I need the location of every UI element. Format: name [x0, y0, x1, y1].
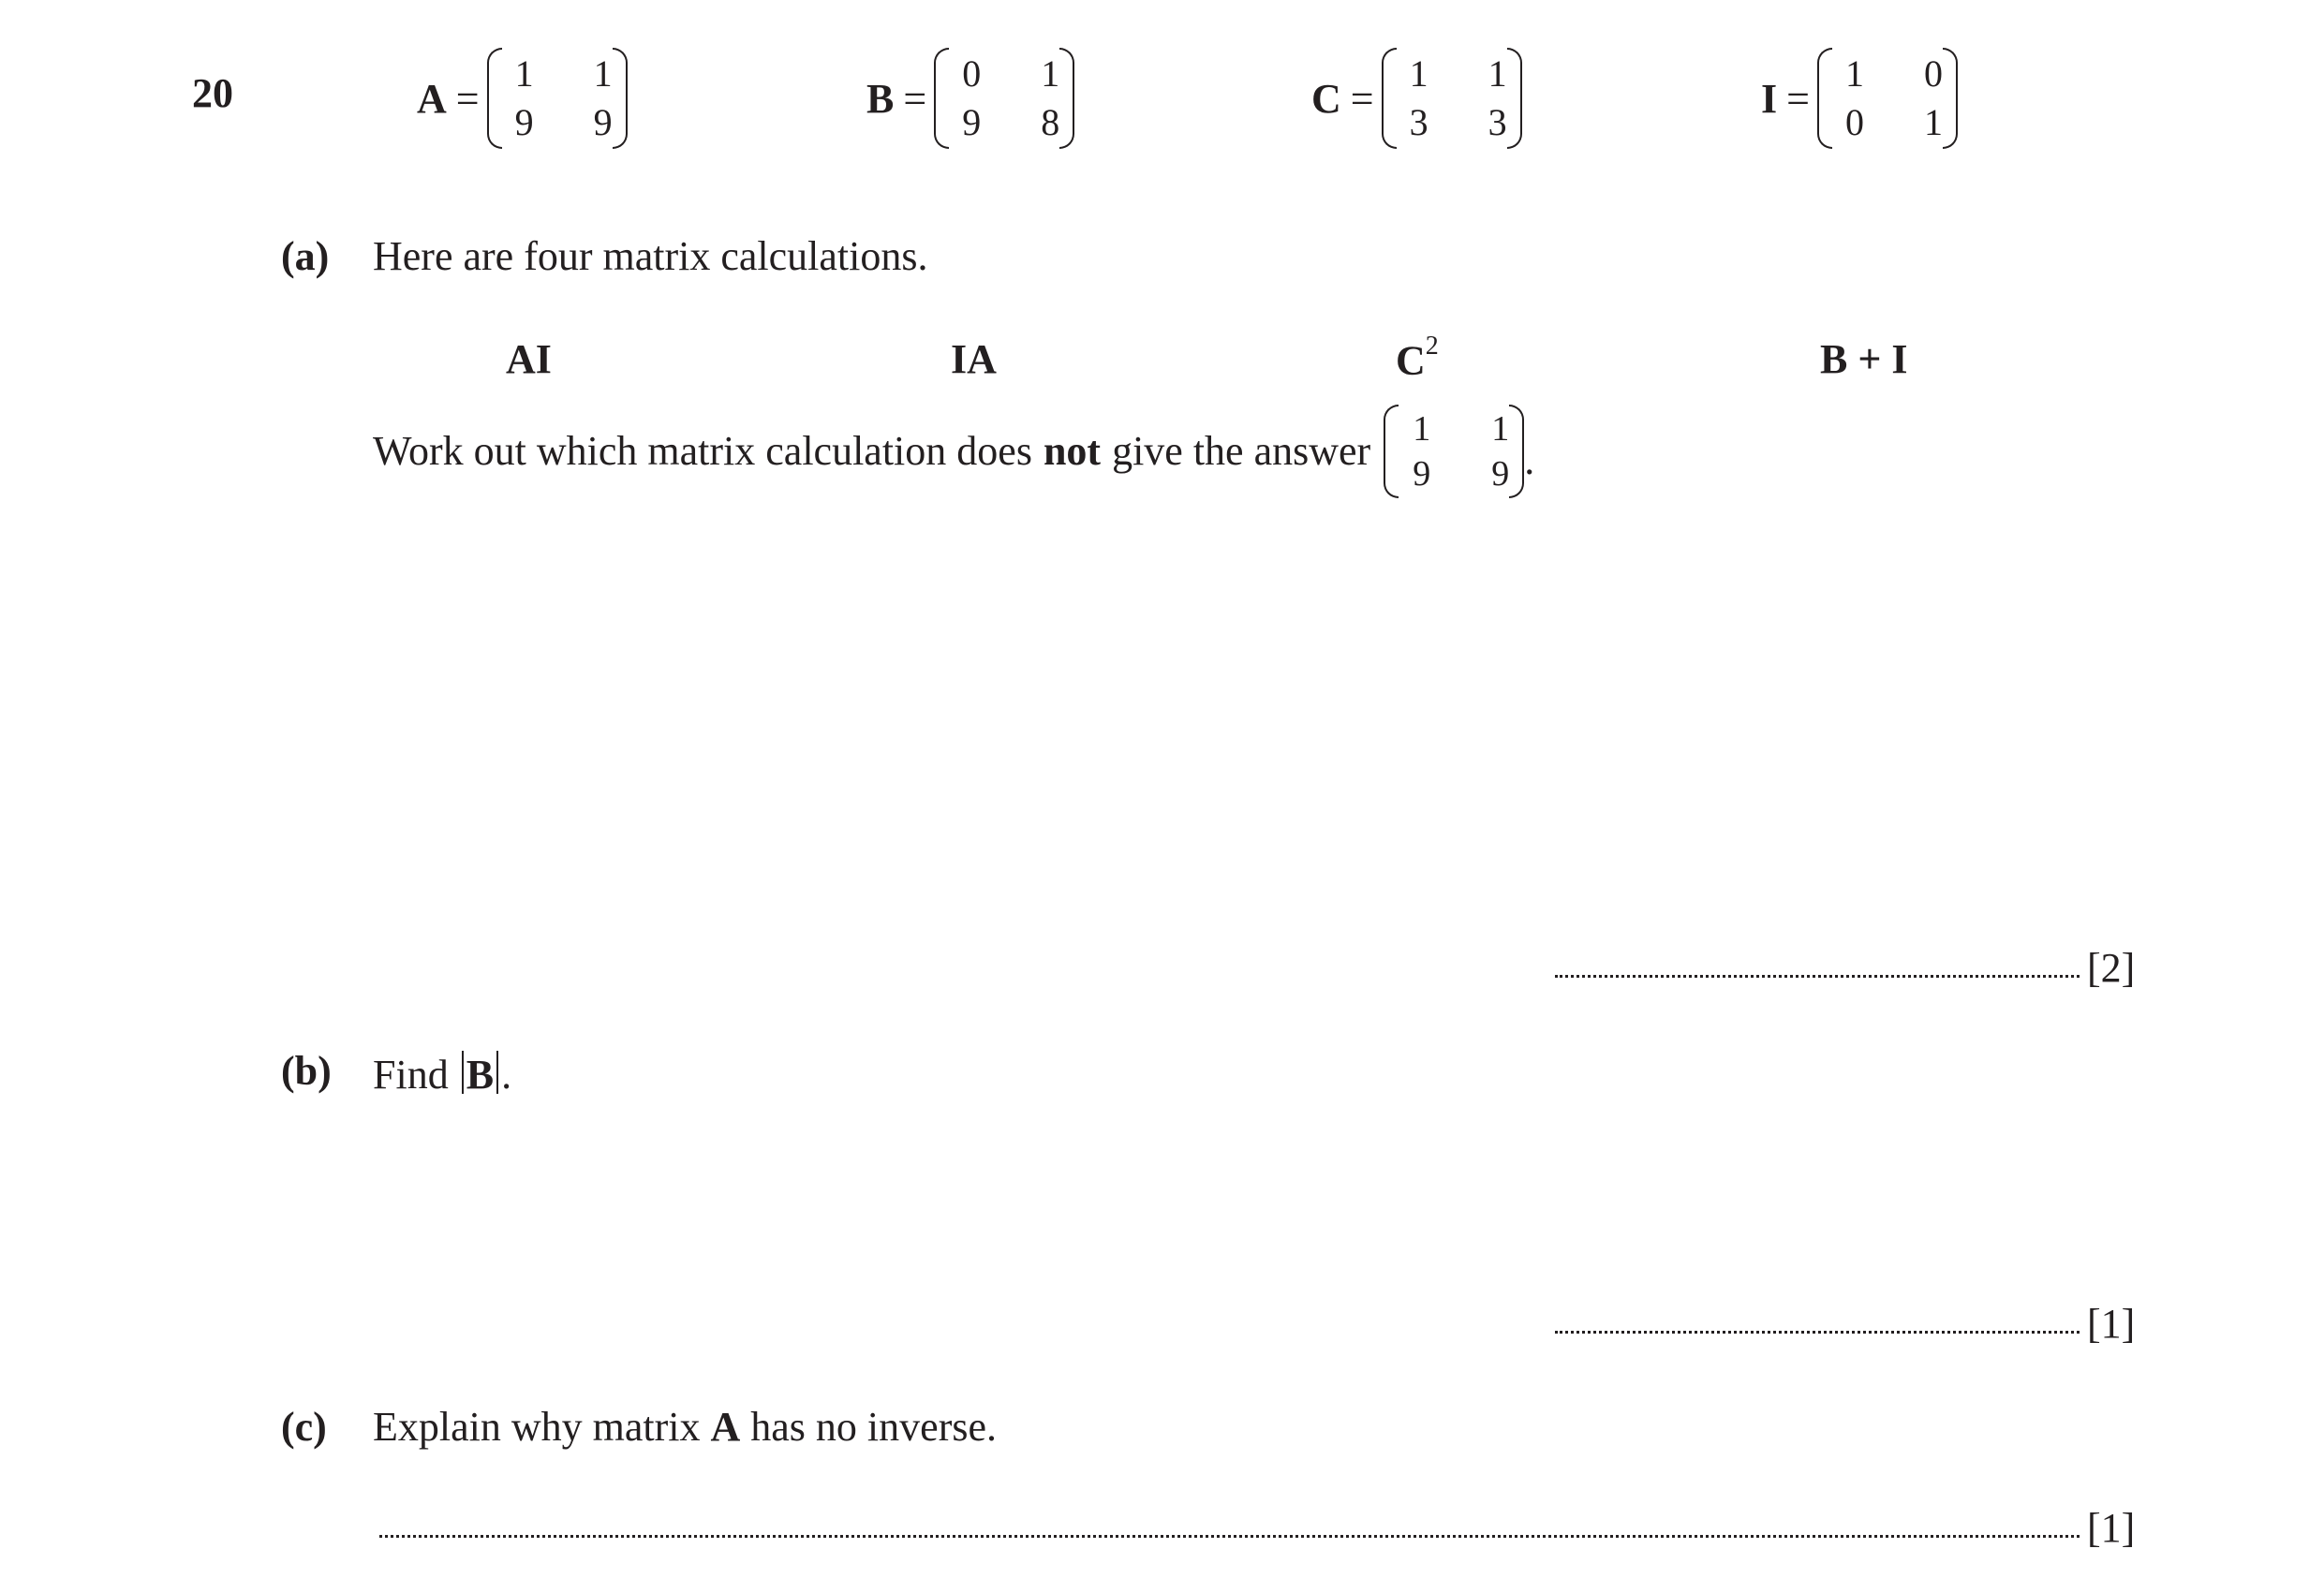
matrix-cell: 9: [593, 101, 613, 143]
answer-dotted-line[interactable]: [1555, 1331, 2080, 1334]
part-b-label: (b): [281, 1048, 332, 1094]
answer-dotted-line[interactable]: [379, 1535, 2080, 1538]
matrix-i: [1817, 48, 1958, 149]
left-paren: [487, 48, 502, 149]
matrix-cell: 1: [1923, 101, 1943, 143]
left-paren: [1817, 48, 1832, 149]
matrix-cell: 1: [1491, 409, 1510, 449]
prompt-text-after: .: [501, 1052, 512, 1098]
matrix-a: [487, 48, 628, 149]
prompt-text-after: has no inverse.: [750, 1404, 997, 1450]
determinant-bar-left: [462, 1051, 464, 1094]
prompt-text-before: Work out which matrix calculation does: [373, 428, 1032, 474]
matrix-cell: 1: [593, 52, 613, 95]
part-c-prompt: [373, 1404, 997, 1450]
answer-matrix: [1384, 405, 1524, 498]
part-c-marks: [1]: [2087, 1505, 2136, 1551]
matrix-cell: 9: [1413, 454, 1431, 494]
matrix-cell: 0: [962, 52, 982, 95]
matrix-b-definition: [866, 47, 1074, 150]
prompt-text-before: Explain why matrix: [373, 1404, 701, 1450]
determinant-bar-right: [496, 1051, 498, 1094]
matrix-cell: 0: [1923, 52, 1943, 95]
matrix-cell: 1: [1413, 409, 1431, 449]
part-c-answer-line[interactable]: [379, 1505, 2136, 1551]
part-a-intro: Here are four matrix calculations.: [373, 233, 928, 279]
matrix-name: I: [1761, 75, 1778, 122]
matrix-name: B: [866, 75, 895, 122]
right-paren: [613, 48, 628, 149]
part-a-prompt: [373, 405, 1534, 498]
left-paren: [934, 48, 949, 149]
matrix-c: [1382, 48, 1522, 149]
matrix-cell: 9: [962, 101, 982, 143]
equals-sign: =: [1350, 75, 1374, 122]
matrix-a-definition: [417, 47, 628, 150]
matrix-cell: 0: [1844, 101, 1864, 143]
left-paren: [1382, 48, 1397, 149]
matrix-cell: 9: [1491, 454, 1510, 494]
question-number: 20: [192, 70, 233, 116]
right-paren: [1943, 48, 1958, 149]
calculation-b-plus-i: B + I: [1820, 336, 1908, 382]
matrix-cell: 1: [1844, 52, 1864, 95]
prompt-text-before: Find: [373, 1052, 449, 1098]
calculation-c-squared: [1396, 332, 1439, 384]
prompt-end: .: [1524, 437, 1535, 483]
right-paren: [1507, 48, 1522, 149]
left-paren: [1384, 405, 1399, 498]
part-a-answer-line[interactable]: [1555, 945, 2136, 991]
part-a-label: (a): [281, 233, 330, 279]
calculation-base: C: [1396, 337, 1426, 384]
prompt-text-bold: not: [1043, 428, 1102, 474]
matrix-name: A: [417, 75, 447, 122]
equals-sign: =: [1786, 75, 1810, 122]
equals-sign: =: [455, 75, 480, 122]
matrix-cell: 1: [514, 52, 534, 95]
matrix-name: C: [1311, 75, 1341, 122]
calculation-ia: IA: [951, 336, 997, 382]
matrix-i-definition: [1761, 47, 1958, 150]
calculation-exponent: 2: [1425, 332, 1439, 361]
calculation-ai: AI: [506, 336, 552, 382]
matrix-cell: 8: [1041, 101, 1060, 143]
prompt-text-bold: B: [466, 1052, 495, 1098]
equals-sign: =: [903, 75, 927, 122]
answer-dotted-line[interactable]: [1555, 975, 2080, 978]
right-paren: [1509, 405, 1524, 498]
matrix-cell: 9: [514, 101, 534, 143]
part-b-marks: [1]: [2087, 1301, 2136, 1347]
prompt-text-after: give the answer: [1112, 428, 1371, 474]
part-b-answer-line[interactable]: [1555, 1301, 2136, 1347]
right-paren: [1059, 48, 1074, 149]
part-b-prompt: [373, 1051, 511, 1096]
part-c-label: (c): [281, 1404, 327, 1450]
matrix-c-definition: [1311, 47, 1522, 150]
prompt-text-bold: A: [710, 1404, 741, 1450]
matrix-cell: 1: [1041, 52, 1060, 95]
matrix-cell: 3: [1409, 101, 1428, 143]
matrix-cell: 3: [1488, 101, 1507, 143]
matrix-cell: 1: [1409, 52, 1428, 95]
matrix-b: [934, 48, 1074, 149]
matrix-cell: 1: [1488, 52, 1507, 95]
part-a-marks: [2]: [2087, 945, 2136, 991]
